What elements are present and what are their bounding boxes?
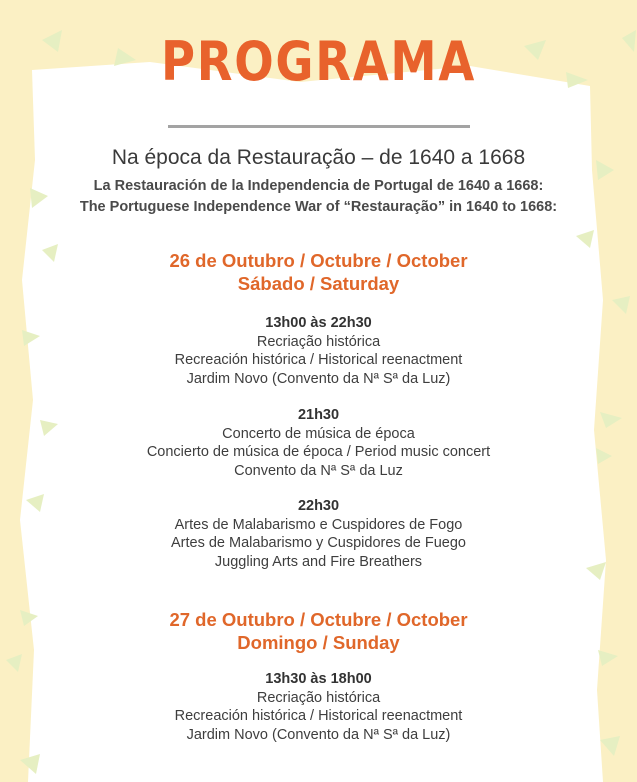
event-place: Jardim Novo (Convento da Nª Sª da Luz) [186, 726, 451, 743]
event-place: Juggling Arts and Fire Breathers [214, 553, 423, 570]
event-title-es-en: Artes de Malabarismo y Cuspidores de Fuego [171, 535, 466, 551]
day-weekday: Sábado / Saturday [237, 273, 400, 294]
day-section-1 [0, 249, 637, 295]
heading-english: The Portuguese Independence War of “Restauração” in 1640 to 1668: [79, 199, 558, 215]
day-weekday: Domingo / Sunday [237, 632, 400, 653]
event-title-pt: Recriação histórica [256, 689, 381, 706]
event-title-es-en: Concierto de música de época / Period music concert [146, 444, 491, 460]
event-item [0, 406, 637, 480]
heading-main: Na época da Restauração – de 1640 a 1668 [111, 146, 526, 169]
day-section-2 [0, 608, 637, 654]
event-title-es-en: Recreación histórica / Historical reenactment [174, 708, 463, 724]
page-title: PROGRAMA [160, 30, 477, 93]
event-title-pt: Artes de Malabarismo e Cuspidores de Fogo [174, 516, 463, 533]
day-date: 26 de Outubro / Octubre / October [169, 250, 468, 271]
title-divider [168, 125, 470, 128]
event-time: 13h30 às 18h00 [265, 671, 372, 687]
event-time: 21h30 [297, 407, 340, 423]
event-item [0, 314, 637, 388]
event-title-pt: Concerto de música de época [222, 425, 415, 442]
event-time: 13h00 às 22h30 [265, 315, 372, 331]
event-place: Convento da Nª Sª da Luz [234, 462, 403, 479]
event-title-es-en: Recreación histórica / Historical reenactment [174, 352, 463, 368]
event-item [0, 670, 637, 744]
heading-spanish: La Restauración de la Independencia de Portugal de 1640 a 1668: [93, 178, 544, 194]
day-date: 27 de Outubro / Octubre / October [169, 609, 468, 630]
event-place: Jardim Novo (Convento da Nª Sª da Luz) [186, 370, 451, 387]
event-title-pt: Recriação histórica [256, 333, 381, 350]
event-item [0, 497, 637, 571]
event-time: 22h30 [297, 498, 340, 514]
